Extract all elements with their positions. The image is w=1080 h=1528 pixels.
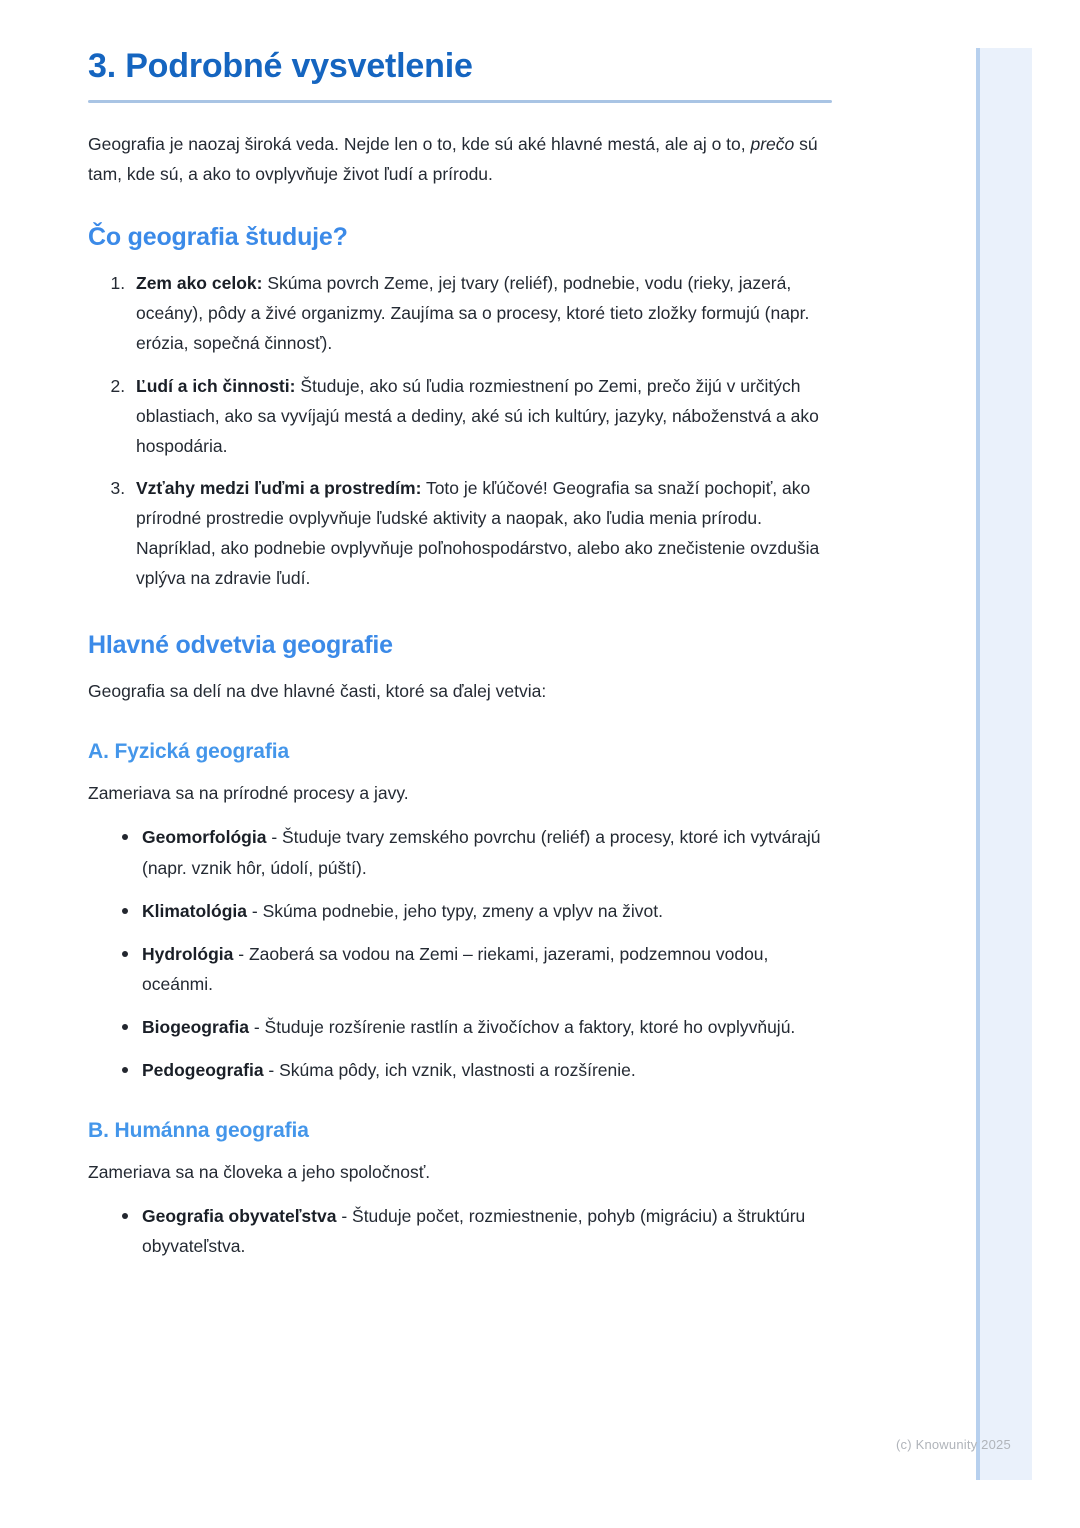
list-item-text: - Študuje počet, rozmiestnenie, pohyb (migráciu) a štruktúru obyvateľstva. [142,1206,806,1257]
list-item-term: Geografia obyvateľstva [142,1206,337,1227]
numbered-list-studuje [88,268,836,593]
list-item [122,822,836,882]
intro-text-after: sú tam, kde sú, a ako to ovplyvňuje život ľudí a prírodu. [88,134,818,185]
bullet-list-fyzicka [88,822,836,1085]
list-item-term: Zem ako celok: [136,273,263,294]
odvetvia-intro-paragraph: Geografia sa delí na dve hlavné časti, ktoré sa ďalej vetvia: [88,681,547,702]
list-item-text: Študuje, ako sú ľudia rozmiestnení po Zemi, prečo žijú v určitých oblastiach, ako sa vyvíjajú mestá a dediny, aké sú ich kultúry, jazyky, náboženstvá a ako hospodária. [136,375,819,456]
intro-emphasis: prečo [750,134,795,155]
fyzicka-intro-paragraph: Zameriava sa na prírodné procesy a javy. [88,783,409,804]
title-divider [88,100,832,103]
list-item-text: Skúma povrch Zeme, jej tvary (reliéf), podnebie, vodu (rieky, jazerá, oceány), pôdy a živé organizmy. Zaujíma sa o procesy, ktoré tieto zložky formujú (napr. erózia, sopečná činnosť). [136,273,810,354]
list-item [122,1055,836,1085]
list-item [122,1201,836,1261]
intro-paragraph [88,129,836,189]
list-item-text: - Zaoberá sa vodou na Zemi – riekami, jazerami, podzemnou vodou, oceánmi. [142,943,769,994]
list-item-term: Geomorfológia [142,827,267,848]
list-item-term: Klimatológia [142,900,248,921]
list-item-text: - Študuje tvary zemského povrchu (reliéf) a procesy, ktoré ich vytvárajú (napr. vznik hôr, údolí, púští). [142,827,821,878]
list-item [130,371,836,461]
bullet-list-humanna [88,1201,836,1261]
page-title: 3. Podrobné vysvetlenie [88,47,473,85]
list-item-text: - Skúma podnebie, jeho typy, zmeny a vplyv na život. [247,900,664,921]
page-side-panel [976,48,1032,1480]
list-item-text: Toto je kľúčové! Geografia sa snaží pochopiť, ako prírodné prostredie ovplyvňuje ľudské aktivity a naopak, ako ľudia menia prírodu. Napríklad, ako podnebie ovplyvňuje poľnohospodárstvo, alebo ako znečistenie ovzdušia vplýva na zdravie ľudí. [136,477,820,589]
list-item [122,939,836,999]
list-item-term: Ľudí a ich činnosti: [136,375,296,396]
humanna-intro-paragraph: Zameriava sa na človeka a jeho spoločnosť. [88,1162,431,1183]
section-heading-odvetvia: Hlavné odvetvia geografie [88,631,393,660]
list-item-term: Hydrológia [142,943,234,964]
list-item [122,896,836,926]
subsection-heading-humanna: B. Humánna geografia [88,1119,309,1143]
list-item-term: Biogeografia [142,1016,249,1037]
list-item-text: - Študuje rozšírenie rastlín a živočíchov a faktory, ktoré ho ovplyvňujú. [248,1016,796,1037]
list-item-term: Vzťahy medzi ľuďmi a prostredím: [136,477,422,498]
list-item [130,268,836,358]
list-item-term: Pedogeografia [142,1059,264,1080]
subsection-heading-fyzicka: A. Fyzická geografia [88,740,290,764]
list-item-text: - Skúma pôdy, ich vznik, vlastnosti a rozšírenie. [263,1059,636,1080]
list-item [122,1012,836,1042]
list-item [130,473,836,593]
intro-text-before: Geografia je naozaj široká veda. Nejde len o to, kde sú aké hlavné mestá, ale aj o to, [88,134,751,155]
copyright-watermark: (c) Knowunity 2025 [896,1437,1011,1452]
section-heading-studuje: Čo geografia študuje? [88,223,348,252]
